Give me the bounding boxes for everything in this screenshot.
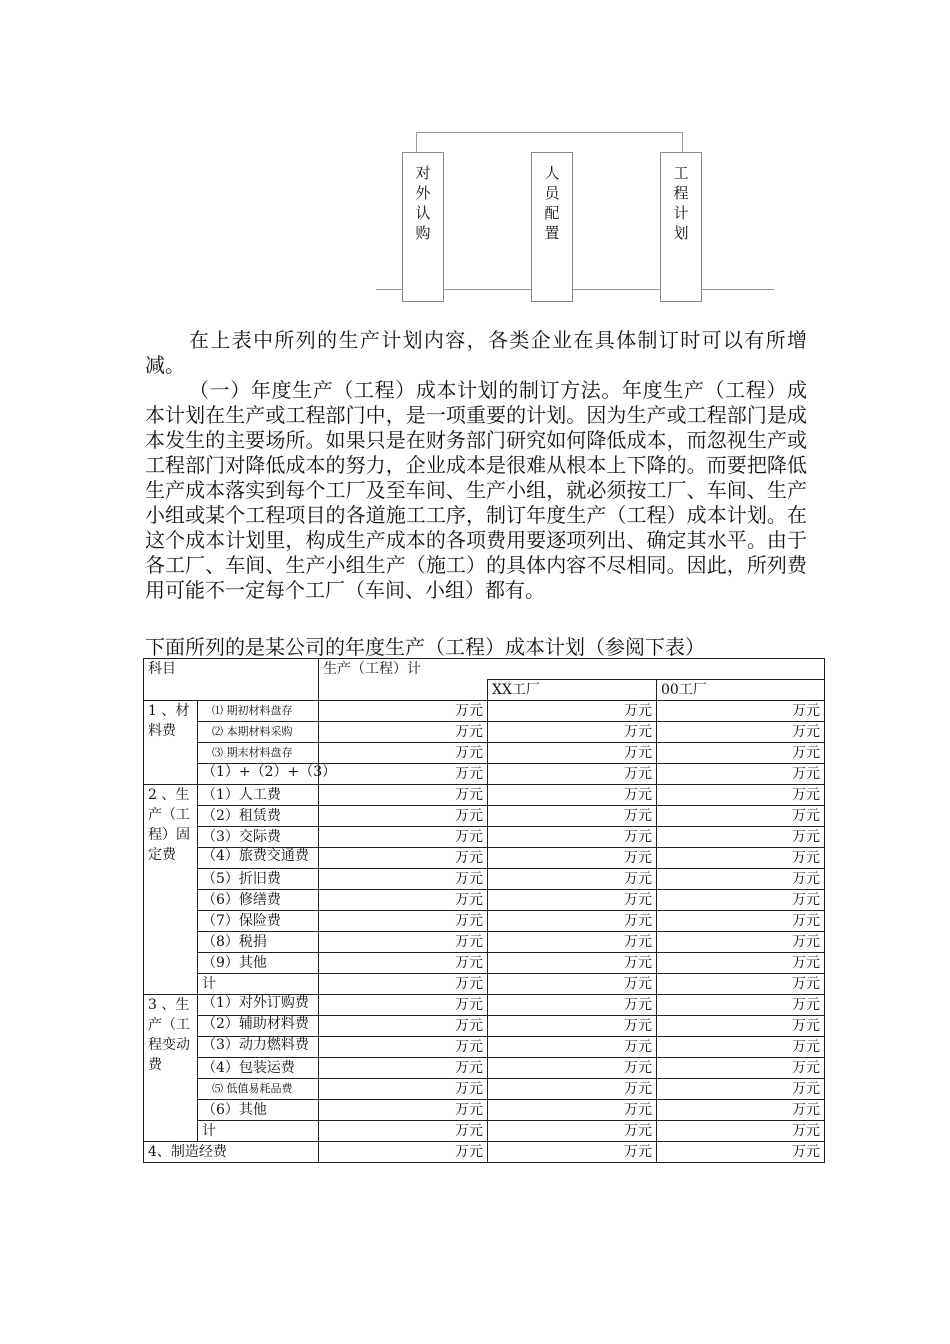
- amount-cell: 万元: [657, 911, 825, 932]
- table-row: [144, 701, 825, 722]
- amount-cell: 万元: [488, 1079, 657, 1100]
- amount-cell: 万元: [319, 1037, 488, 1058]
- table-row: [144, 848, 825, 869]
- amount-cell: 万元: [488, 911, 657, 932]
- item-label: （1）人工费: [198, 785, 319, 806]
- amount-cell: 万元: [488, 1016, 657, 1037]
- item-label: （1）+（2）+（3）: [198, 764, 319, 785]
- amount-cell: 万元: [319, 911, 488, 932]
- amount-cell: 万元: [319, 890, 488, 911]
- org-diagram: [0, 0, 950, 320]
- item-label: （7）保险费: [198, 911, 319, 932]
- amount-cell: 万元: [657, 1121, 825, 1142]
- table-row-subtotal: [144, 1121, 825, 1142]
- amount-cell: 万元: [319, 1121, 488, 1142]
- amount-cell: 万元: [657, 1100, 825, 1121]
- table-row: [144, 806, 825, 827]
- item-label: （2）租赁费: [198, 806, 319, 827]
- box-label: 人 员 配 置: [544, 164, 560, 242]
- amount-cell: 万元: [319, 848, 488, 869]
- item-label: ⑸ 低值易耗品费: [198, 1079, 319, 1100]
- amount-cell: 万元: [488, 890, 657, 911]
- amount-cell: 万元: [488, 764, 657, 785]
- item-label: （6）其他: [198, 1100, 319, 1121]
- table-row: [144, 1058, 825, 1079]
- amount-cell: 万元: [488, 1058, 657, 1079]
- header-blank: [319, 680, 488, 701]
- table-row: [144, 1142, 825, 1163]
- table-header-row: [144, 659, 825, 680]
- diagram-box-staffing: [531, 152, 573, 302]
- table-row: [144, 785, 825, 806]
- amount-cell: 万元: [488, 806, 657, 827]
- connector-top: [416, 132, 683, 133]
- header-factory2: 00工厂: [657, 680, 825, 701]
- item-label: （1）对外订购费: [198, 995, 319, 1016]
- connector-left: [416, 132, 417, 152]
- amount-cell: 万元: [657, 1037, 825, 1058]
- amount-cell: 万元: [319, 1100, 488, 1121]
- item-label: （5）折旧费: [198, 869, 319, 890]
- amount-cell: 万元: [657, 1142, 825, 1163]
- table-row: [144, 911, 825, 932]
- header-subject: 科目: [144, 659, 319, 701]
- amount-cell: 万元: [488, 974, 657, 995]
- diagram-box-purchasing: [402, 152, 444, 302]
- amount-cell: 万元: [488, 953, 657, 974]
- table-row: [144, 1016, 825, 1037]
- amount-cell: 万元: [319, 743, 488, 764]
- amount-cell: 万元: [488, 827, 657, 848]
- category-label: 3 、生产（工程变动费: [144, 995, 198, 1142]
- table-row: [144, 932, 825, 953]
- amount-cell: 万元: [657, 1016, 825, 1037]
- amount-cell: 万元: [657, 827, 825, 848]
- item-label: （9）其他: [198, 953, 319, 974]
- box-label: 工 程 计 划: [673, 164, 689, 242]
- amount-cell: 万元: [488, 932, 657, 953]
- amount-cell: 万元: [657, 890, 825, 911]
- amount-cell: 万元: [488, 1037, 657, 1058]
- item-label: （6）修缮费: [198, 890, 319, 911]
- table-row: [144, 953, 825, 974]
- amount-cell: 万元: [319, 1079, 488, 1100]
- table-row-subtotal: [144, 974, 825, 995]
- table-row: [144, 722, 825, 743]
- amount-cell: 万元: [657, 764, 825, 785]
- amount-cell: 万元: [657, 995, 825, 1016]
- amount-cell: 万元: [657, 869, 825, 890]
- table-row: [144, 1100, 825, 1121]
- paragraph-method: （一）年度生产（工程）成本计划的制订方法。年度生产（工程）成本计划在生产或工程部门中，是一项重要的计划。因为生产或工程部门是成本发生的主要场所。如果只是在财务部门研究如何降低成本，而忽视生产或工程部门对降低成本的努力，企业成本是很难从根本上下降的。而要把降低生产成本落实到每个工厂及至车间、生产小组，就必须按工厂、车间、生产小组或某个工程项目的各道施工工序，制订年度生产（工程）成本计划。在这个成本计划里，构成生产成本的各项费用要逐项列出、确定其水平。由于各工厂、车间、生产小组生产（施工）的具体内容不尽相同。因此，所列费用可能不一定每个工厂（车间、小组）都有。: [145, 378, 807, 602]
- category-label: 1 、材料费: [144, 701, 198, 785]
- category-label: 2 、生产（工程）固定费: [144, 785, 198, 995]
- amount-cell: 万元: [657, 785, 825, 806]
- amount-cell: 万元: [319, 953, 488, 974]
- item-label: （3）交际费: [198, 827, 319, 848]
- connector-right: [682, 132, 683, 152]
- amount-cell: 万元: [488, 701, 657, 722]
- amount-cell: 万元: [488, 785, 657, 806]
- amount-cell: 万元: [488, 1100, 657, 1121]
- cost-plan-table: [143, 658, 825, 1163]
- item-label: ⑶ 期末材料盘存: [198, 743, 319, 764]
- box-label: 对 外 认 购: [415, 164, 431, 242]
- diagram-box-engineering-plan: [660, 152, 702, 302]
- amount-cell: 万元: [319, 1016, 488, 1037]
- amount-cell: 万元: [488, 995, 657, 1016]
- header-total: 生产（工程）计: [319, 659, 825, 680]
- amount-cell: 万元: [319, 722, 488, 743]
- amount-cell: 万元: [319, 932, 488, 953]
- amount-cell: 万元: [319, 764, 488, 785]
- table-row: [144, 1079, 825, 1100]
- subtotal-label: 计: [198, 1121, 319, 1142]
- amount-cell: 万元: [319, 974, 488, 995]
- amount-cell: 万元: [488, 722, 657, 743]
- amount-cell: 万元: [319, 827, 488, 848]
- amount-cell: 万元: [319, 806, 488, 827]
- item-label: ⑴ 期初材料盘存: [198, 701, 319, 722]
- amount-cell: 万元: [488, 743, 657, 764]
- amount-cell: 万元: [488, 848, 657, 869]
- amount-cell: 万元: [319, 869, 488, 890]
- amount-cell: 万元: [488, 869, 657, 890]
- subtotal-label: 计: [198, 974, 319, 995]
- table-caption: 下面所列的是某公司的年度生产（工程）成本计划（参阅下表）: [145, 635, 705, 659]
- amount-cell: 万元: [319, 1142, 488, 1163]
- item-label: （4）旅费交通费: [198, 848, 319, 869]
- amount-cell: 万元: [657, 932, 825, 953]
- paragraph-intro: 在上表中所列的生产计划内容，各类企业在具体制订时可以有所增减。: [145, 328, 807, 377]
- amount-cell: 万元: [319, 701, 488, 722]
- item-label: （2）辅助材料费: [198, 1016, 319, 1037]
- amount-cell: 万元: [657, 848, 825, 869]
- table-row: [144, 869, 825, 890]
- amount-cell: 万元: [657, 1058, 825, 1079]
- item-label: （4）包装运费: [198, 1058, 319, 1079]
- amount-cell: 万元: [657, 953, 825, 974]
- table-row: [144, 827, 825, 848]
- amount-cell: 万元: [657, 1079, 825, 1100]
- amount-cell: 万元: [319, 995, 488, 1016]
- amount-cell: 万元: [657, 743, 825, 764]
- item-label: （8）税捐: [198, 932, 319, 953]
- header-factory1: XX工厂: [488, 680, 657, 701]
- item-label: （3）动力燃料费: [198, 1037, 319, 1058]
- table-row: [144, 995, 825, 1016]
- category-label: 4、制造经费: [144, 1142, 319, 1163]
- table-row: [144, 1037, 825, 1058]
- amount-cell: 万元: [657, 722, 825, 743]
- item-label: ⑵ 本期材料采购: [198, 722, 319, 743]
- amount-cell: 万元: [657, 701, 825, 722]
- amount-cell: 万元: [319, 785, 488, 806]
- table-row: [144, 890, 825, 911]
- amount-cell: 万元: [319, 1058, 488, 1079]
- table-row: [144, 743, 825, 764]
- amount-cell: 万元: [657, 974, 825, 995]
- amount-cell: 万元: [488, 1121, 657, 1142]
- amount-cell: 万元: [657, 806, 825, 827]
- amount-cell: 万元: [488, 1142, 657, 1163]
- table-row: [144, 764, 825, 785]
